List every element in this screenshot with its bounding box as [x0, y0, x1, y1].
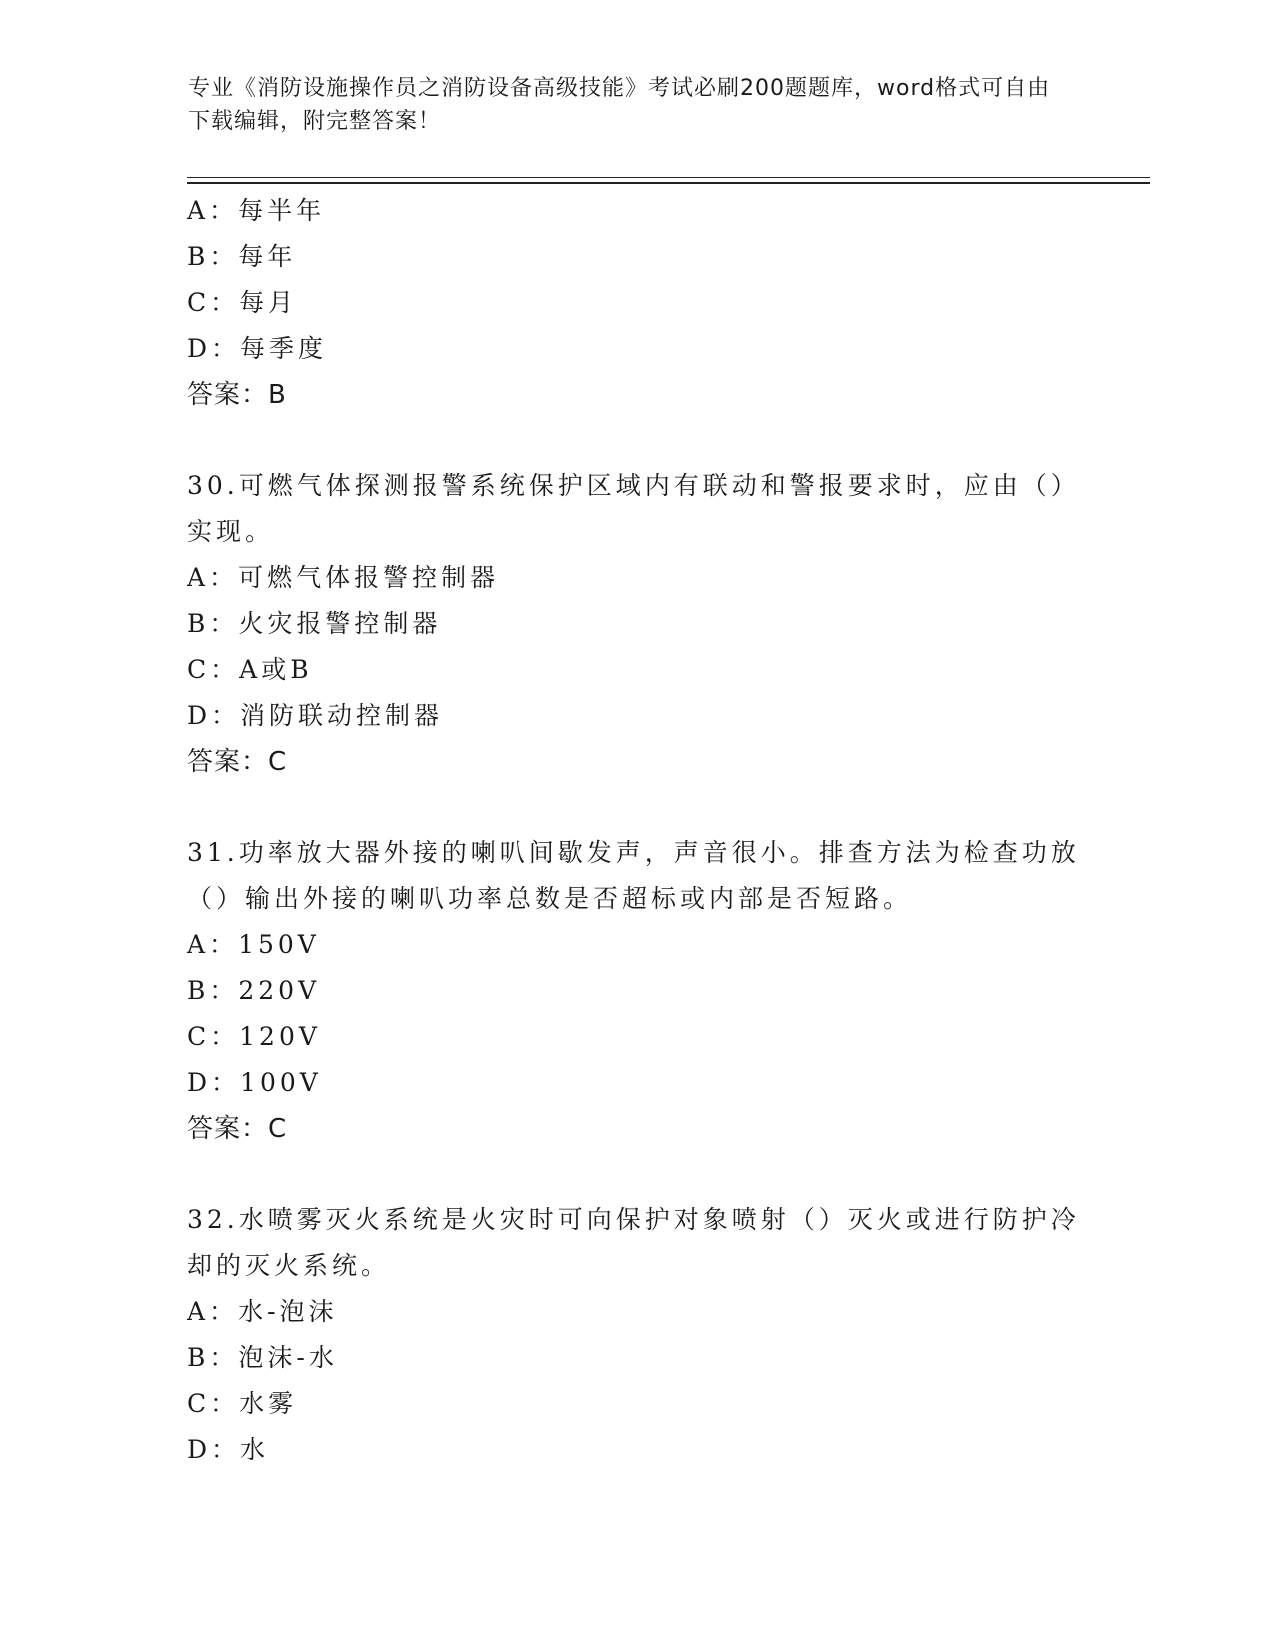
- header-divider-thin: [187, 177, 1150, 178]
- option-c: [187, 280, 1087, 326]
- option-b: [187, 1335, 1087, 1381]
- option-text: 220V: [238, 976, 321, 1005]
- option-letter: B：: [187, 609, 239, 638]
- option-letter: A：: [187, 196, 239, 225]
- question-list: [187, 188, 1087, 1473]
- document-header: 专业《消防设施操作员之消防设备高级技能》考试必刷200题题库，word格式可自由下载编辑，附完整答案！: [188, 76, 1051, 134]
- option-letter: D：: [187, 701, 241, 730]
- option-b: [187, 234, 1087, 280]
- answer-line: 答案：B: [187, 380, 287, 410]
- option-text: 每半年: [238, 196, 326, 225]
- answer-line: 答案：C: [187, 747, 288, 777]
- option-text: 火灾报警控制器: [238, 609, 442, 638]
- option-letter: B：: [187, 242, 239, 271]
- option-d: [187, 1427, 1087, 1473]
- option-text: 可燃气体报警控制器: [238, 563, 500, 592]
- option-letter: A：: [187, 563, 239, 592]
- option-letter: B：: [187, 1343, 239, 1372]
- option-letter: A：: [187, 930, 239, 959]
- question-29-continued: [187, 188, 1087, 418]
- option-c: [187, 1014, 1087, 1060]
- option-text: 每季度: [240, 334, 328, 363]
- option-text: 150V: [238, 930, 320, 959]
- option-a: [187, 1289, 1087, 1335]
- option-a: [187, 188, 1087, 234]
- option-b: [187, 968, 1087, 1014]
- question-stem: 32.水喷雾灭火系统是火灾时可向保护对象喷射（）灭火或进行防护冷却的灭火系统。: [187, 1205, 1080, 1280]
- option-letter: C：: [187, 1389, 240, 1418]
- option-text: 120V: [239, 1022, 321, 1051]
- spacer: [187, 785, 1087, 830]
- option-text: 消防联动控制器: [240, 701, 444, 730]
- option-d: [187, 693, 1087, 739]
- option-text: 每年: [238, 242, 297, 271]
- option-text: 水-泡沫: [238, 1297, 338, 1326]
- question-32: [187, 1197, 1087, 1473]
- spacer: [187, 418, 1087, 463]
- header-divider-thick: [187, 182, 1150, 184]
- option-text: 水雾: [239, 1389, 298, 1418]
- option-letter: A：: [187, 1297, 239, 1326]
- spacer: [187, 1152, 1087, 1197]
- option-a: [187, 922, 1087, 968]
- option-letter: C：: [187, 655, 240, 684]
- question-stem: 31.功率放大器外接的喇叭间歇发声，声音很小。排查方法为检查功放（）输出外接的喇叭功率总数是否超标或内部是否短路。: [187, 838, 1080, 913]
- question-stem: 30.可燃气体探测报警系统保护区域内有联动和警报要求时，应由（）实现。: [187, 471, 1080, 546]
- option-text: 每月: [239, 288, 298, 317]
- option-text: A或B: [239, 655, 313, 684]
- option-letter: B：: [187, 976, 239, 1005]
- option-a: [187, 555, 1087, 601]
- answer-line: 答案：C: [187, 1114, 288, 1144]
- option-text: 100V: [240, 1068, 322, 1097]
- option-c: [187, 1381, 1087, 1427]
- question-30: [187, 463, 1087, 785]
- option-c: [187, 647, 1087, 693]
- option-letter: C：: [187, 1022, 240, 1051]
- option-d: [187, 326, 1087, 372]
- option-letter: D：: [187, 1435, 241, 1464]
- option-d: [187, 1060, 1087, 1106]
- option-letter: D：: [187, 1068, 241, 1097]
- option-text: 泡沫-水: [238, 1343, 338, 1372]
- option-letter: C：: [187, 288, 240, 317]
- question-31: [187, 830, 1087, 1152]
- option-letter: D：: [187, 334, 241, 363]
- option-text: 水: [240, 1435, 270, 1464]
- option-b: [187, 601, 1087, 647]
